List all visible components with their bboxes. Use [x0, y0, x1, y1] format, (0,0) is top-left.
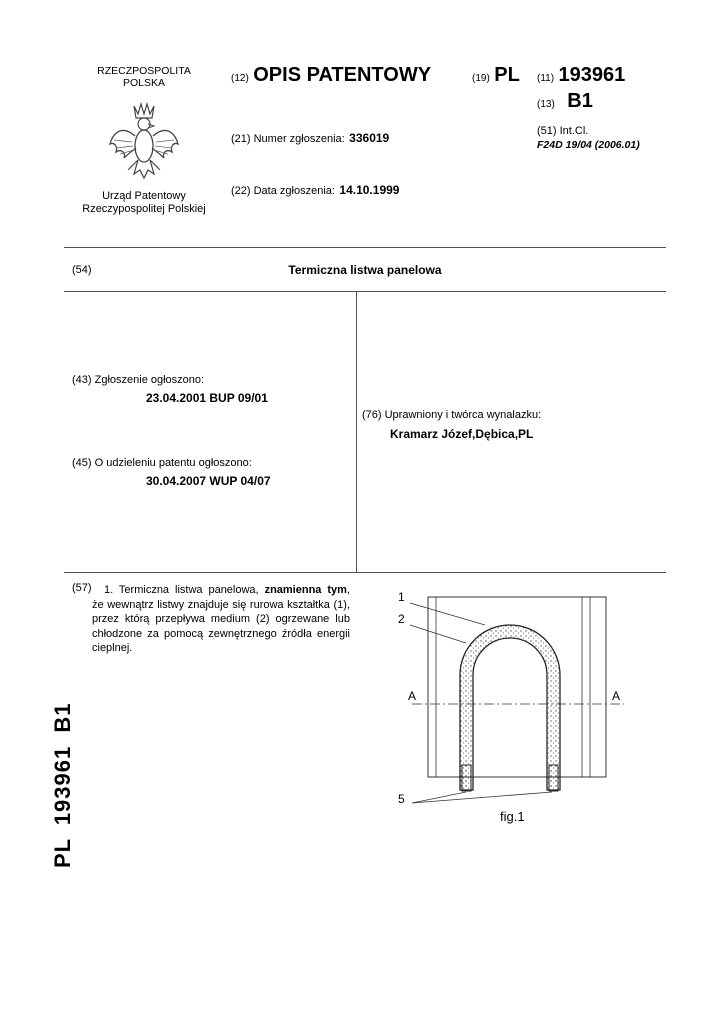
inventor-name: Kramarz Józef,Dębica,PL [390, 427, 534, 441]
claim-bold-2: tym [327, 584, 347, 596]
figure-caption: fig.1 [500, 809, 525, 824]
published-date: 23.04.2001 BUP 09/01 [146, 391, 268, 405]
published-label: (43) Zgłoszenie ogłoszono: [72, 374, 205, 386]
side-stamp [50, 703, 76, 868]
country-code: PL [494, 64, 520, 86]
divider-top [64, 247, 666, 248]
granted-date: 30.04.2007 WUP 04/07 [146, 474, 271, 488]
country-name-line2: POLSKA [122, 77, 166, 89]
divider-title [64, 291, 666, 292]
side-stamp-text: PL 193961 B1 [50, 702, 75, 868]
ipc-label: (51) Int.Cl. [537, 125, 589, 137]
claim-prefix: 1. Termiczna listwa panelowa, [104, 584, 259, 596]
fig-label-a-left: A [408, 689, 417, 703]
kind-code: B1 [567, 90, 593, 112]
inid-code-54: (54) [72, 264, 92, 276]
fig-label-5: 5 [398, 792, 405, 806]
granted-label: (45) O udzieleniu patentu ogłoszono: [72, 457, 252, 469]
ipc-classification: F24D 19/04 (2006.01) [537, 139, 640, 151]
inid-code-12: (12) [231, 73, 249, 84]
filing-date: 14.10.1999 [339, 183, 400, 197]
divider-info [64, 572, 666, 573]
fig-label-1: 1 [398, 590, 405, 604]
fig-label-2: 2 [398, 612, 405, 626]
claim-bold-1: znamienna [264, 584, 322, 596]
application-number-label: (21) Numer zgłoszenia: [231, 133, 345, 145]
document-type: OPIS PATENTOWY [253, 64, 432, 86]
inid-code-57: (57) [72, 582, 92, 594]
figure-1 [390, 585, 630, 830]
inventor-label: (76) Uprawniony i twórca wynalazku: [362, 409, 542, 421]
claim-text [92, 583, 350, 656]
filing-date-label: (22) Data zgłoszenia: [231, 185, 335, 197]
inid-code-19: (19) [472, 73, 490, 84]
inid-code-13: (13) [537, 99, 555, 110]
emblem-eagle-icon [104, 100, 184, 184]
claim-rest: , że wewnątrz listwy znajduje się rurowa kształtka (1), przez którą przepływa medium (2) ogrzewane lub chłodzone za pomocą zewnętrznego źródła energii cieplnej. [92, 584, 350, 654]
divider-vertical [356, 291, 357, 572]
office-name-line1: Urząd Patentowy [102, 190, 186, 202]
application-number: 336019 [349, 131, 390, 145]
invention-title: Termiczna listwa panelowa [288, 263, 442, 277]
inid-code-11: (11) [537, 73, 555, 84]
office-name-line2: Rzeczypospolitej Polskiej [82, 203, 206, 215]
patent-number: 193961 [558, 64, 626, 86]
country-name-line1: RZECZPOSPOLITA [97, 65, 191, 77]
fig-label-a-right: A [612, 689, 621, 703]
